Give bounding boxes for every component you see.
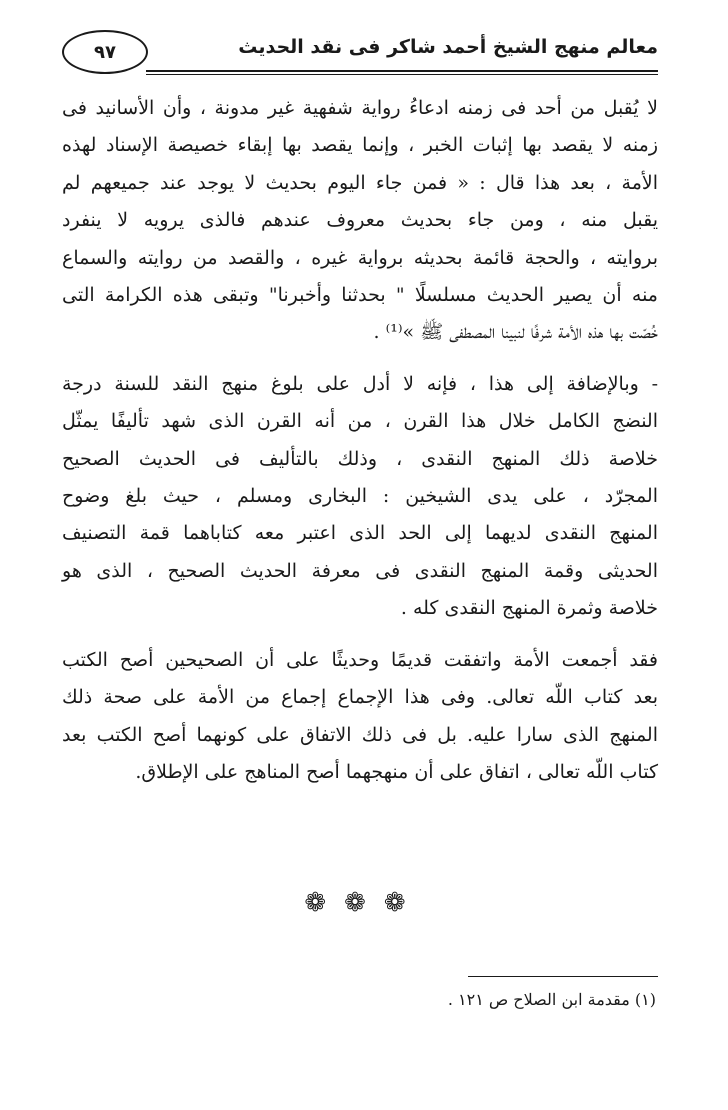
text-line: خُصّت بها هذه الأمة شرفًا لنبينا المصطفى ﷺ »⁽¹⁾ . <box>373 321 658 344</box>
text-line: خلاصة ذلك المنهج النقدى ، وذلك بالتأليف فى الحديث الصحيح <box>62 447 658 470</box>
text-line: الحديثى وقمة المنهج النقدى فى معرفة الحديث الصحيح ، الذى هو <box>62 559 658 582</box>
text-line: - وبالإضافة إلى هذا ، فإنه لا أدل على بلوغ منهج النقد للسنة درجة <box>62 372 658 395</box>
text-line: لا يُقبل من أحد فى زمنه ادعاءُ رواية شفهية غير مدونة ، وأن الأسانيد فى <box>62 97 658 119</box>
footnote: (١) مقدمة ابن الصلاح ص ١٢١ . <box>447 990 656 1009</box>
footnote-rule <box>468 976 658 977</box>
text-line: المجرّد ، على يدى الشيخين : البخارى ومسلم ، حيث بلغ وضوح <box>62 485 658 508</box>
text-line: فقد أجمعت الأمة واتفقت قديمًا وحديثًا على أن الصحيحين أصح الكتب <box>62 648 658 671</box>
page-number: ٩٧ <box>62 30 148 74</box>
text-line: المنهج الذى سارا عليه. بل فى ذلك الاتفاق على كونهما أصح الكتب بعد <box>62 723 658 746</box>
text-line: الأمة ، بعد هذا قال : « فمن جاء اليوم بحديث لا يوجد عند جميعهم لم <box>62 171 658 194</box>
text-line: كتاب اللّه تعالى ، اتفاق على أن منهجهما أصح المناهج على الإطلاق. <box>135 760 658 783</box>
running-header <box>62 30 658 76</box>
text-line: بروايته ، والحجة قائمة بحديثه برواية غيره ، والقصد من روايته والسماع <box>62 246 658 269</box>
text-line: المنهج النقدى لديهما إلى الحد الذى اعتبر معه كتاباهما قمة التصنيف <box>62 522 658 545</box>
text-line: النضج الكامل خلال هذا القرن ، من أنه القرن الذى شهد تأليفًا يمثّل <box>62 410 658 433</box>
text-line: بعد كتاب اللّه تعالى. وفى هذا الإجماع إجماع من الأمة على صحة ذلك <box>62 686 658 709</box>
running-title: معالم منهج الشيخ أحمد شاكر فى نقد الحديث <box>238 36 658 58</box>
paragraph-2 <box>62 366 658 628</box>
header-rule-thin <box>146 74 658 75</box>
text-line: يقبل منه ، ومن جاء بحديث معروف عندهم فالذى يرويه لا ينفرد <box>62 209 658 232</box>
header-rule <box>146 70 658 72</box>
paragraph-3 <box>62 642 658 792</box>
text-line: منه أن يصير الحديث مسلسلًا " بحدثنا وأخبرنا" وتبقى هذه الكرامة التى <box>62 284 658 307</box>
text-line: زمنه لا يقصد بها إثبات الخبر ، وإنما يقصد بها إبقاء خصيصة الإسناد لهذه <box>62 134 658 157</box>
paragraph-1 <box>62 90 658 352</box>
section-ornament: ❁❁❁ <box>304 888 424 918</box>
body-text <box>62 90 658 791</box>
text-line: خلاصة وثمرة المنهج النقدى كله . <box>400 597 658 620</box>
